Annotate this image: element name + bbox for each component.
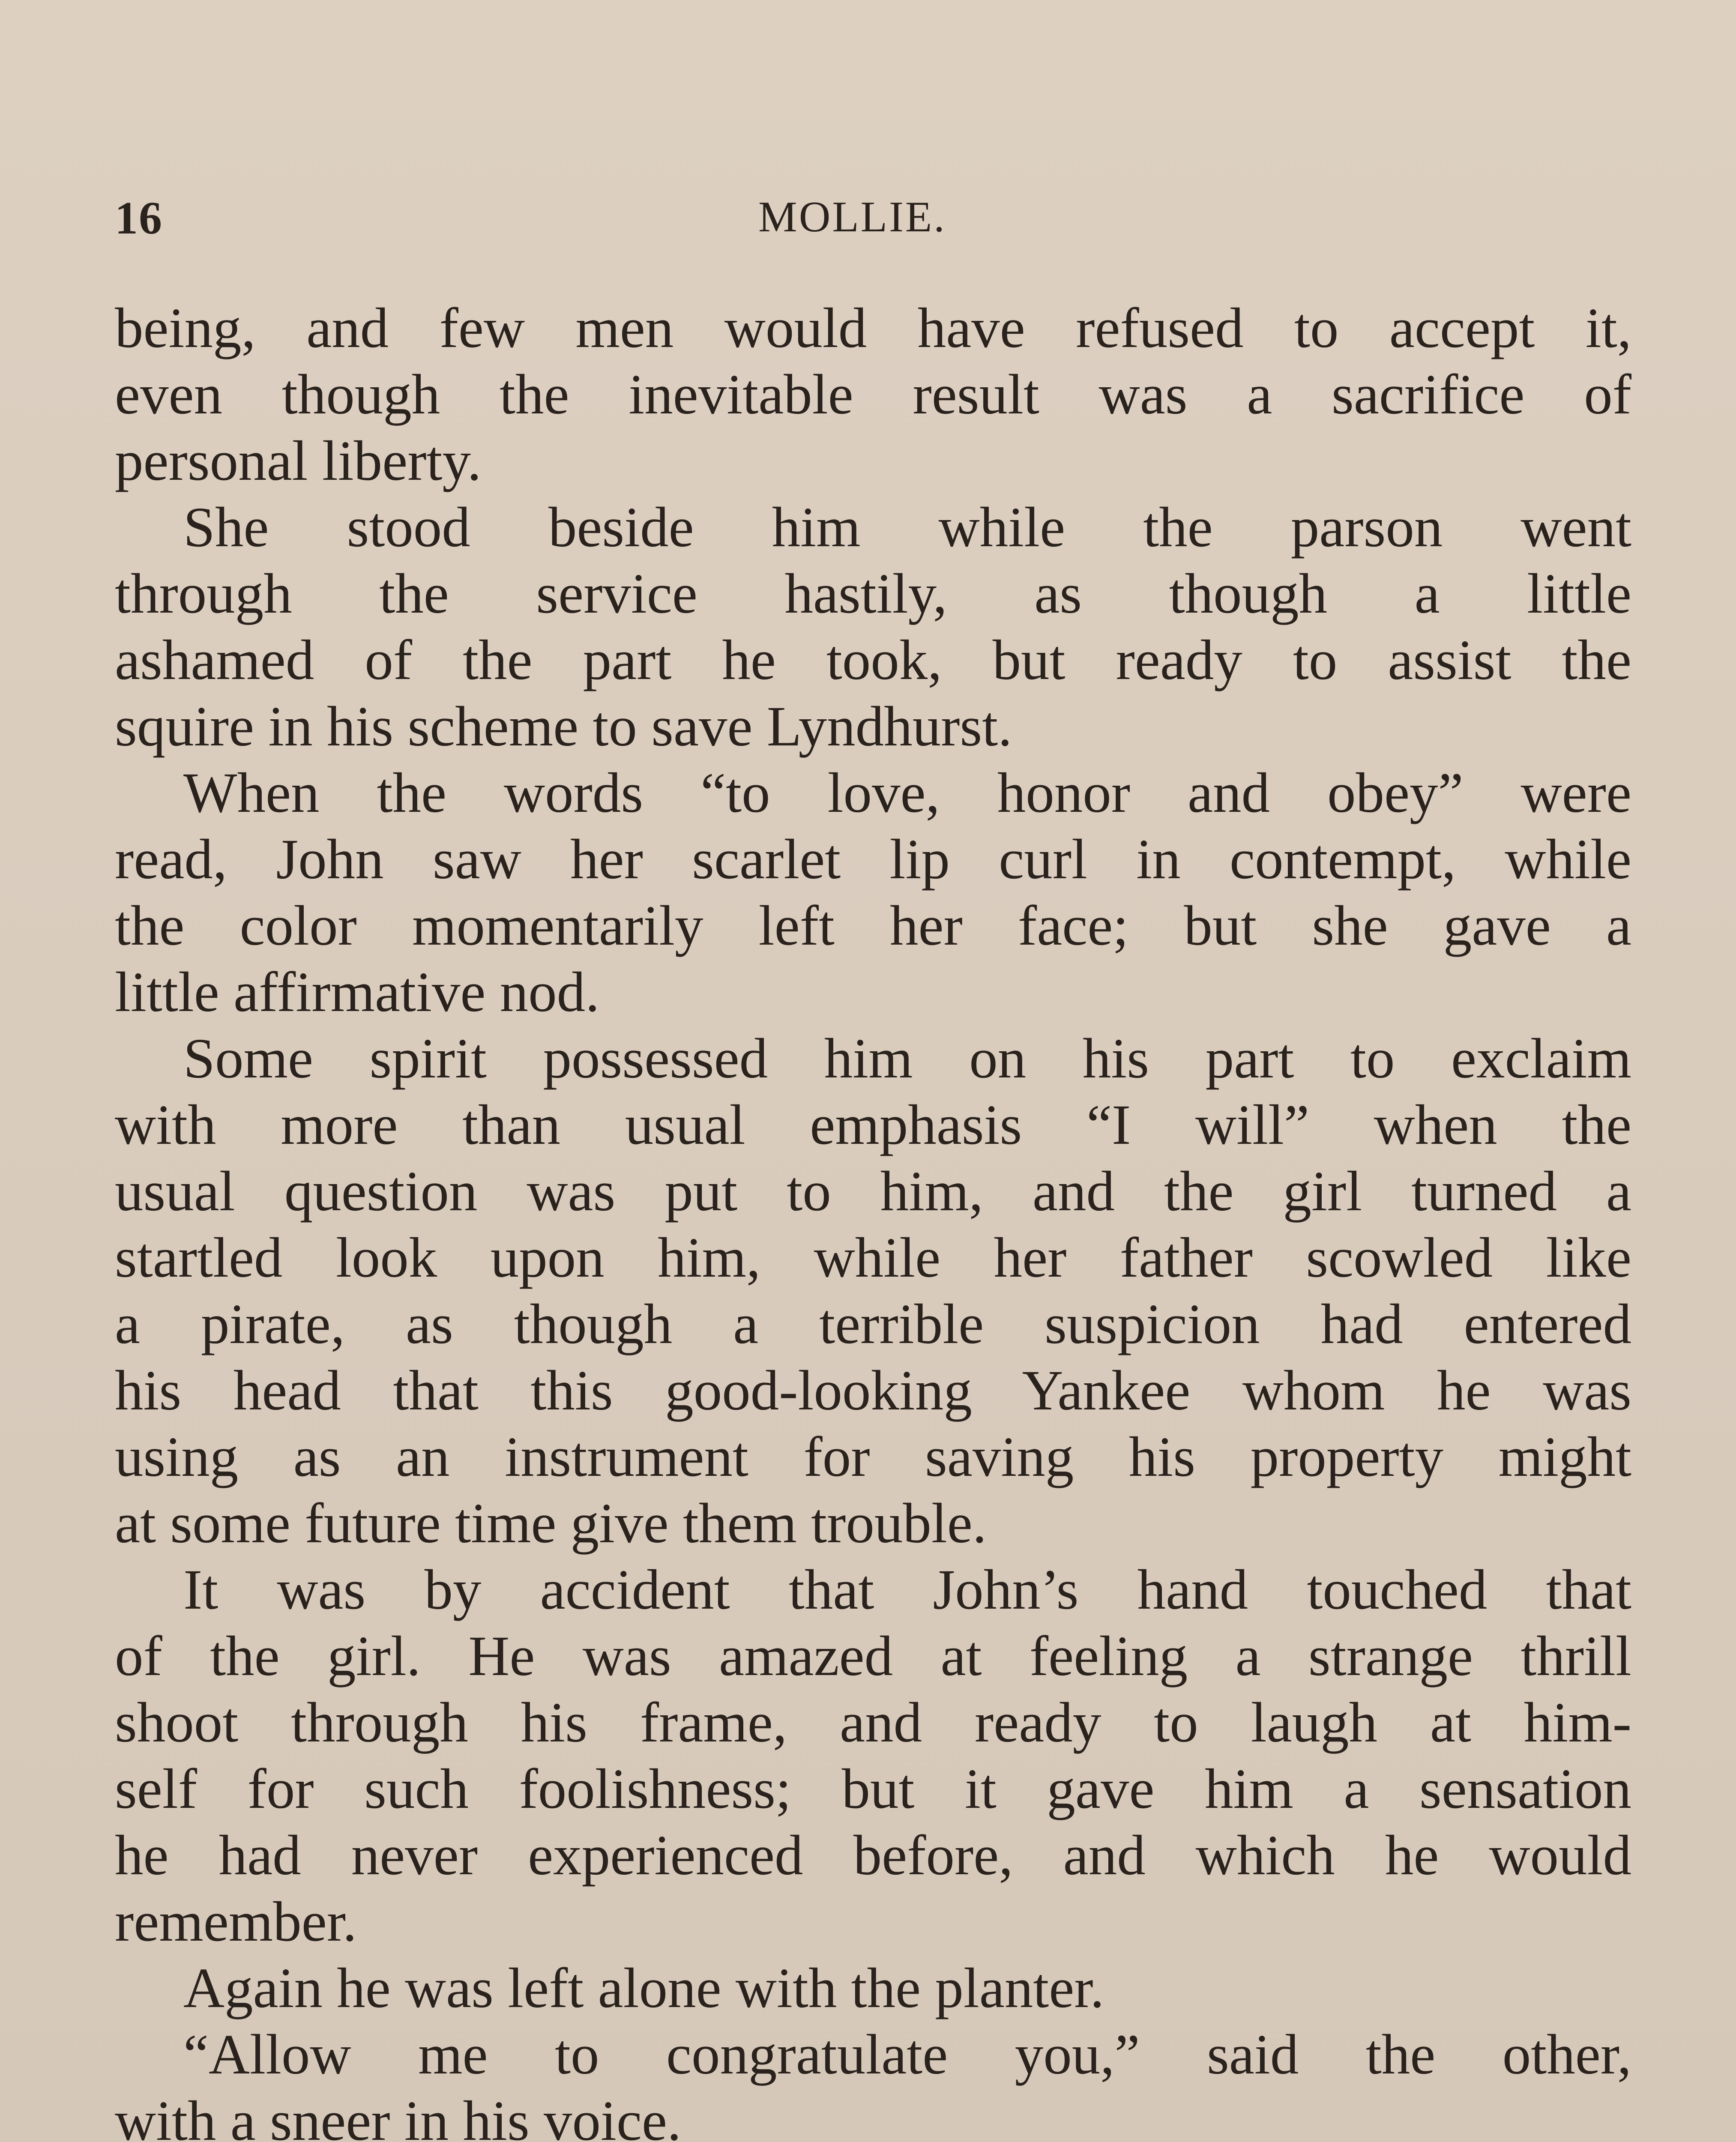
text-line: read, John saw her scarlet lip curl in contempt, while [115, 827, 1631, 891]
text-line: using as an instrument for saving his property might [115, 1425, 1631, 1488]
text-line: he had never experienced before, and which he would [115, 1823, 1631, 1887]
text-line: Again he was left alone with the planter. [183, 1956, 1104, 2019]
text-line: ashamed of the part he took, but ready to assist the [115, 628, 1631, 691]
page-number: 16 [115, 193, 163, 244]
text-line: with more than usual emphasis “I will” when the [115, 1093, 1631, 1156]
text-line: at some future time give them trouble. [115, 1491, 987, 1555]
text-line: “Allow me to congratulate you,” said the other, [183, 2022, 1631, 2086]
text-line: a pirate, as though a terrible suspicion had entered [115, 1292, 1631, 1355]
text-line: the color momentarily left her face; but she gave a [115, 894, 1631, 957]
text-line: Some spirit possessed him on his part to exclaim [183, 1026, 1631, 1090]
text-line: squire in his scheme to save Lyndhurst. [115, 694, 1012, 758]
text-line: remember. [115, 1890, 357, 1953]
text-line: through the service hastily, as though a little [115, 562, 1631, 625]
text-line: She stood beside him while the parson went [183, 495, 1631, 559]
text-line: his head that this good-looking Yankee whom he was [115, 1358, 1631, 1422]
text-line: self for such foolishness; but it gave him a sensation [115, 1757, 1631, 1820]
text-line: It was by accident that John’s hand touched that [183, 1558, 1631, 1621]
text-line: personal liberty. [115, 429, 482, 492]
text-line: little affirmative nod. [115, 960, 600, 1023]
text-line: startled look upon him, while her father scowled like [115, 1226, 1631, 1289]
text-line: being, and few men would have refused to accept it, [115, 296, 1631, 359]
text-line: of the girl. He was amazed at feeling a strange thrill [115, 1624, 1631, 1687]
text-line: even though the inevitable result was a sacrifice of [115, 362, 1631, 426]
body-text [115, 295, 1631, 2142]
text-line: shoot through his frame, and ready to laugh at him- [115, 1690, 1631, 1754]
text-line: with a sneer in his voice. [115, 2089, 682, 2142]
text-line: When the words “to love, honor and obey” were [183, 761, 1631, 824]
running-head: MOLLIE. [758, 193, 946, 241]
text-line: usual question was put to him, and the girl turned a [115, 1159, 1631, 1223]
